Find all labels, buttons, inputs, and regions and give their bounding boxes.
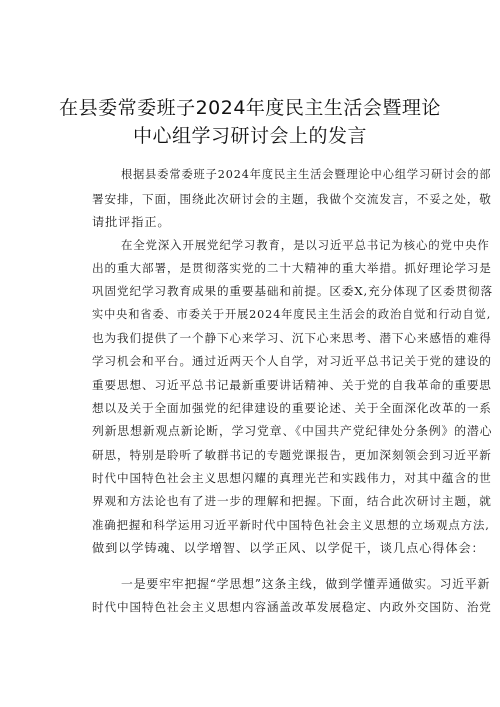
paragraph-1-line-2: 署安排，下面，围绕此次研讨会的主题，我做个交流发言，不妥之处，敬 bbox=[92, 192, 492, 206]
document-title-line-2: 中心组学习研讨会上的发言 bbox=[132, 125, 367, 147]
paragraph-1-line-3: 请批评指正。 bbox=[92, 215, 171, 229]
paragraph-3-line-2: 时代中国特色社会主义思想内容涵盖改革发展稳定、内政外交国防、治党 bbox=[92, 600, 492, 614]
paragraph-2-line-3: 巩固党纪学习教育成果的重要基础和前提。区委X,充分体现了区委贯彻落 bbox=[92, 284, 494, 298]
paragraph-2-line-1: 在全党深入开展党纪学习教育，是以习近平总书记为核心的党中央作 bbox=[121, 238, 490, 252]
paragraph-2-line-12: 界观和方法论也有了进一步的理解和把握。下面，结合此次研讨主题，就 bbox=[92, 494, 492, 508]
paragraph-2-line-7: 重要思想、习近平总书记最新重要讲话精神、关于党的自我革命的重要思 bbox=[92, 378, 492, 392]
paragraph-2-line-11: 时代中国特色社会主义思想闪耀的真理光芒和实践伟力，对其中蕴含的世 bbox=[92, 471, 492, 485]
paragraph-2-line-6: 学习机会和平台。通过近两天个人自学，对习近平总书记关于党的建设的 bbox=[92, 354, 492, 368]
paragraph-3-line-1: 一是要牢牢把握“学思想”这条主线，做到学懂弄通做实。习近平新 bbox=[121, 577, 491, 591]
paragraph-2-line-8: 想以及关于全面加强党的纪律建设的重要论述、关于全面深化改革的一系 bbox=[92, 401, 492, 415]
document-title-line-1: 在县委常委班子2024年度民主生活会暨理论 bbox=[59, 97, 441, 119]
paragraph-2-line-4: 实中央和省委、市委关于开展2024年度民主生活会的政治自觉和行动自觉, bbox=[92, 308, 492, 321]
paragraph-1-line-1: 根据县委常委班子2024年度民主生活会暨理论中心组学习研讨会的部 bbox=[121, 168, 492, 181]
paragraph-2-line-13: 准确把握和科学运用习近平新时代中国特色社会主义思想的立场观点方法, bbox=[92, 518, 490, 532]
paragraph-2-line-10: 研思，特别是聆听了敏群书记的专题党课报告，更加深刻领会到习近平新 bbox=[92, 448, 492, 462]
paragraph-2-line-2: 出的重大部署，是贯彻落实党的二十大精神的重大举措。抓好理论学习是 bbox=[92, 261, 492, 275]
paragraph-2-line-14: 做到以学铸魂、以学增智、以学正风、以学促干，谈几点心得体会： bbox=[92, 541, 485, 555]
paragraph-2-line-5: 也为我们提供了一个静下心来学习、沉下心来思考、潜下心来感悟的难得 bbox=[92, 331, 492, 345]
paragraph-2-line-9: 列新思想新观点新论断，学习党章、《中国共产党纪律处分条例》的潜心 bbox=[92, 424, 493, 438]
